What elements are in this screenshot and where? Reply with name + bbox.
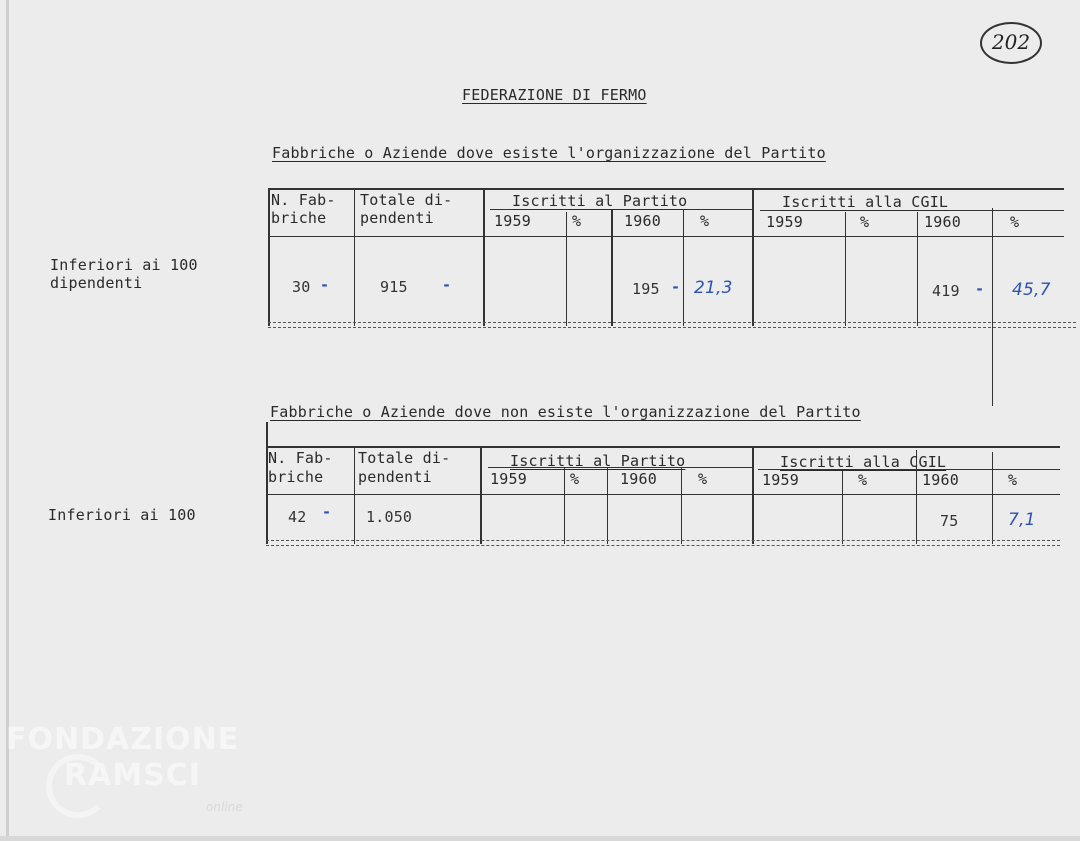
t1-value-totale-dipendenti: 915 xyxy=(380,278,408,296)
t1-value-partito-1960-pct: 21,3 xyxy=(694,278,733,298)
watermark-line2: RAMSCI xyxy=(64,758,201,793)
table1-col-rule xyxy=(845,212,846,326)
t1-value-cgil-1960-pct: 45,7 xyxy=(1012,280,1051,300)
t2-header-totale-line2: pendenti xyxy=(358,468,432,486)
faint-archive-stamp xyxy=(523,304,1017,757)
table1-col-rule xyxy=(683,210,684,326)
table1-col-rule xyxy=(611,210,613,326)
page-bottom-edge xyxy=(0,836,1080,841)
t2-header-iscritti-partito: Iscritti al Partito xyxy=(510,452,686,470)
t1-header-partito-1960: 1960 xyxy=(624,212,661,230)
t1-header-nfab-line1: N. Fab- xyxy=(271,191,336,209)
section1-heading: Fabbriche o Aziende dove esiste l'organizzazione del Partito xyxy=(272,144,826,162)
t1-header-cgil-1959: 1959 xyxy=(766,213,803,231)
t1-check-mark: - xyxy=(320,276,330,294)
table1-col-rule xyxy=(354,188,355,326)
t1-value-cgil-1960: 419 xyxy=(932,282,960,300)
t1-header-cgil-1960: 1960 xyxy=(924,213,961,231)
page-number-circle xyxy=(980,22,1042,64)
t2-header-partito-1959-pct: % xyxy=(570,470,580,488)
section1-row-label-line1: Inferiori ai 100 xyxy=(50,256,198,274)
page-number: 202 xyxy=(991,30,1031,54)
t2-header-partito-1960: 1960 xyxy=(620,470,657,488)
watermark-line1: FONDAZIONE xyxy=(6,722,240,757)
t1-header-totale-line2: pendenti xyxy=(360,209,434,227)
t2-header-partito-1959: 1959 xyxy=(490,470,527,488)
watermark-line3: online xyxy=(206,800,243,814)
t1-check-mark: - xyxy=(975,280,985,298)
table1-col-rule xyxy=(566,212,567,326)
t2-header-cgil-1959-pct: % xyxy=(858,471,868,489)
t1-check-mark: - xyxy=(671,278,681,296)
table2-col-rule xyxy=(354,446,355,544)
t1-header-partito-1959: 1959 xyxy=(494,212,531,230)
table1-col-rule xyxy=(992,208,993,406)
section2-row-label: Inferiori ai 100 xyxy=(48,506,196,524)
table1-col-rule xyxy=(917,212,918,326)
section1-row-label-line2: dipendenti xyxy=(50,274,143,292)
table1-col-rule xyxy=(752,188,754,326)
t2-header-cgil-1959: 1959 xyxy=(762,471,799,489)
t2-value-totale-dipendenti: 1.050 xyxy=(366,508,413,526)
table1-header-rule xyxy=(268,236,1064,237)
t2-header-totale-line1: Totale di- xyxy=(358,449,451,467)
t2-header-nfab-line2: briche xyxy=(268,468,324,486)
t2-header-iscritti-cgil: Iscritti alla CGIL xyxy=(780,453,947,471)
document-title: FEDERAZIONE DI FERMO xyxy=(462,86,647,104)
t1-header-partito-1960-pct: % xyxy=(700,212,710,230)
page-left-edge xyxy=(6,0,9,841)
t1-value-partito-1960: 195 xyxy=(632,280,660,298)
t2-header-cgil-1960-pct: % xyxy=(1008,471,1018,489)
t1-header-cgil-1959-pct: % xyxy=(860,213,870,231)
t1-header-nfab-line2: briche xyxy=(271,209,327,227)
table1-left-rule xyxy=(268,188,270,326)
t1-value-n-fabbriche: 30 xyxy=(292,278,311,296)
t2-value-cgil-1960-pct: 7,1 xyxy=(1008,510,1036,530)
fondazione-gramsci-watermark xyxy=(6,722,276,832)
section2-heading: Fabbriche o Aziende dove non esiste l'organizzazione del Partito xyxy=(270,403,861,421)
t2-value-n-fabbriche: 42 xyxy=(288,508,307,526)
t2-check-mark: - xyxy=(322,503,332,521)
table1-col-rule xyxy=(483,188,485,326)
t2-value-cgil-1960: 75 xyxy=(940,512,959,530)
t1-header-iscritti-partito: Iscritti al Partito xyxy=(512,192,688,210)
t1-check-mark: - xyxy=(442,276,452,294)
t2-header-nfab-line1: N. Fab- xyxy=(268,449,333,467)
t1-header-iscritti-cgil: Iscritti alla CGIL xyxy=(782,193,949,211)
t1-header-cgil-1960-pct: % xyxy=(1010,213,1020,231)
table1-top-rule xyxy=(268,188,1064,190)
table2-col-rule xyxy=(480,446,482,544)
t1-header-totale-line1: Totale di- xyxy=(360,191,453,209)
t2-header-partito-1960-pct: % xyxy=(698,470,708,488)
t2-header-cgil-1960: 1960 xyxy=(922,471,959,489)
t1-header-partito-1959-pct: % xyxy=(572,212,582,230)
